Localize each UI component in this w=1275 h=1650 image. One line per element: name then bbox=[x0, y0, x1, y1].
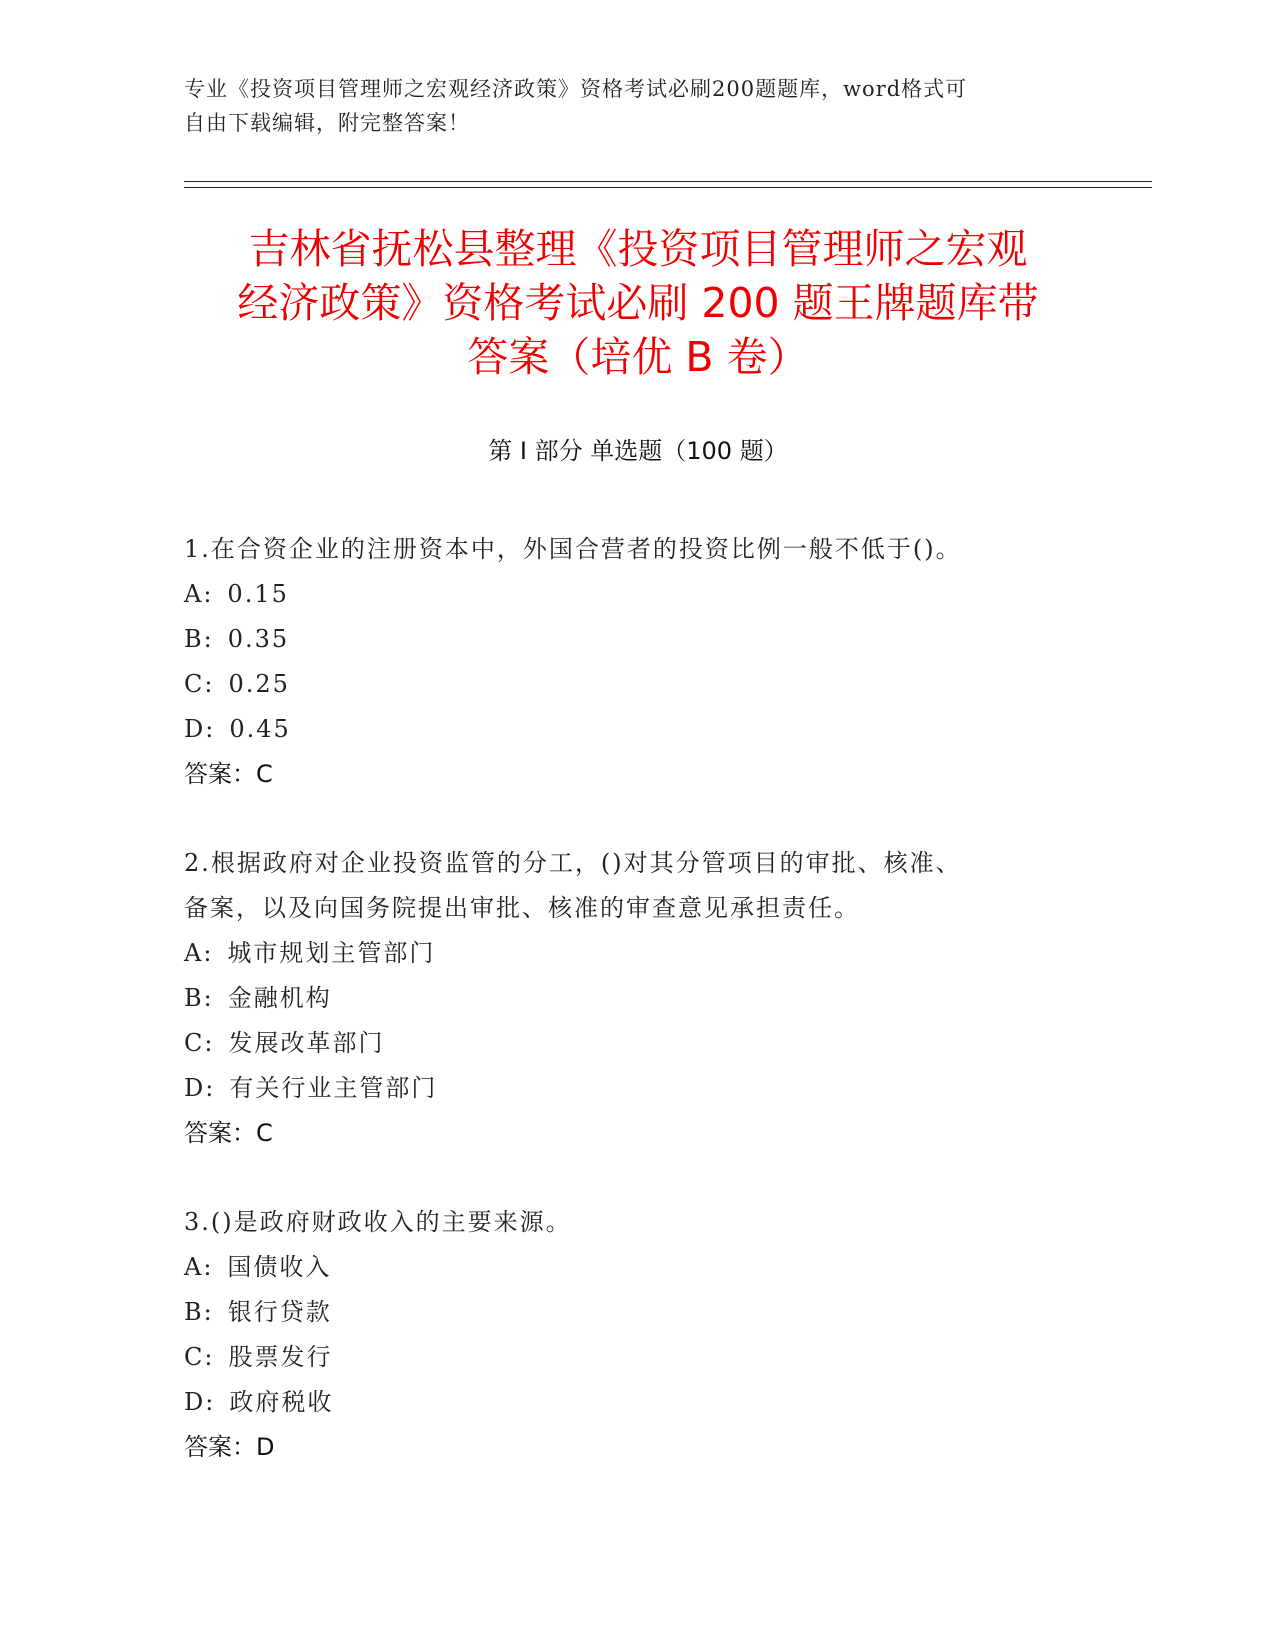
question-stem: 1.在合资企业的注册资本中，外国合营者的投资比例一般不低于()。 bbox=[184, 535, 962, 563]
answer-line: 答案：C bbox=[184, 1119, 273, 1147]
option-c bbox=[184, 662, 1064, 707]
option-letter: B: bbox=[184, 984, 214, 1012]
option-text: 金融机构 bbox=[227, 984, 332, 1012]
option-letter: C: bbox=[184, 1029, 215, 1057]
header-note bbox=[184, 72, 1064, 140]
question-item bbox=[184, 527, 1064, 797]
option-text: 股票发行 bbox=[228, 1343, 333, 1371]
option-text: 国债收入 bbox=[227, 1253, 332, 1281]
option-b bbox=[184, 976, 1064, 1021]
question-item bbox=[184, 841, 1064, 1156]
header-divider bbox=[184, 187, 1152, 188]
option-text: 0.45 bbox=[229, 715, 291, 743]
option-d bbox=[184, 707, 1064, 752]
option-a bbox=[184, 1245, 1064, 1290]
question-list bbox=[184, 527, 1064, 1514]
option-b bbox=[184, 617, 1064, 662]
option-letter: C: bbox=[184, 670, 215, 698]
option-text: 0.35 bbox=[227, 625, 290, 653]
header-note-line: 自由下载编辑，附完整答案！ bbox=[184, 111, 470, 135]
title-line: 答案（培优 B 卷） bbox=[467, 333, 809, 381]
option-text: 发展改革部门 bbox=[228, 1029, 385, 1057]
option-c bbox=[184, 1335, 1064, 1380]
document-title bbox=[184, 222, 1092, 384]
option-text: 城市规划主管部门 bbox=[227, 939, 436, 967]
option-text: 银行贷款 bbox=[227, 1298, 332, 1326]
option-letter: D: bbox=[184, 715, 216, 743]
option-d bbox=[184, 1066, 1064, 1111]
option-text: 有关行业主管部门 bbox=[229, 1074, 438, 1102]
option-letter: B: bbox=[184, 625, 214, 653]
option-letter: D: bbox=[184, 1074, 216, 1102]
option-a bbox=[184, 572, 1064, 617]
section-heading: 第 I 部分 单选题（100 题） bbox=[488, 437, 788, 465]
header-divider bbox=[184, 181, 1152, 182]
option-letter: A: bbox=[184, 1253, 214, 1281]
option-letter: B: bbox=[184, 1298, 214, 1326]
option-a bbox=[184, 931, 1064, 976]
header-note-line: 专业《投资项目管理师之宏观经济政策》资格考试必刷200题题库，word格式可 bbox=[184, 77, 968, 101]
title-line: 经济政策》资格考试必刷 200 题王牌题库带 bbox=[237, 279, 1039, 327]
answer-line: 答案：D bbox=[184, 1433, 275, 1461]
option-b bbox=[184, 1290, 1064, 1335]
option-letter: A: bbox=[184, 580, 214, 608]
question-stem: 备案，以及向国务院提出审批、核准的审查意见承担责任。 bbox=[184, 894, 860, 922]
question-stem: 2.根据政府对企业投资监管的分工，()对其分管项目的审批、核准、 bbox=[184, 849, 962, 877]
option-d bbox=[184, 1380, 1064, 1425]
answer-line: 答案：C bbox=[184, 760, 273, 788]
option-letter: C: bbox=[184, 1343, 215, 1371]
option-text: 0.15 bbox=[227, 580, 289, 608]
title-line: 吉林省抚松县整理《投资项目管理师之宏观 bbox=[248, 225, 1028, 273]
option-letter: D: bbox=[184, 1388, 216, 1416]
question-item bbox=[184, 1200, 1064, 1470]
option-letter: A: bbox=[184, 939, 214, 967]
option-c bbox=[184, 1021, 1064, 1066]
option-text: 政府税收 bbox=[229, 1388, 334, 1416]
option-text: 0.25 bbox=[228, 670, 290, 698]
question-stem: 3.()是政府财政收入的主要来源。 bbox=[184, 1208, 572, 1236]
